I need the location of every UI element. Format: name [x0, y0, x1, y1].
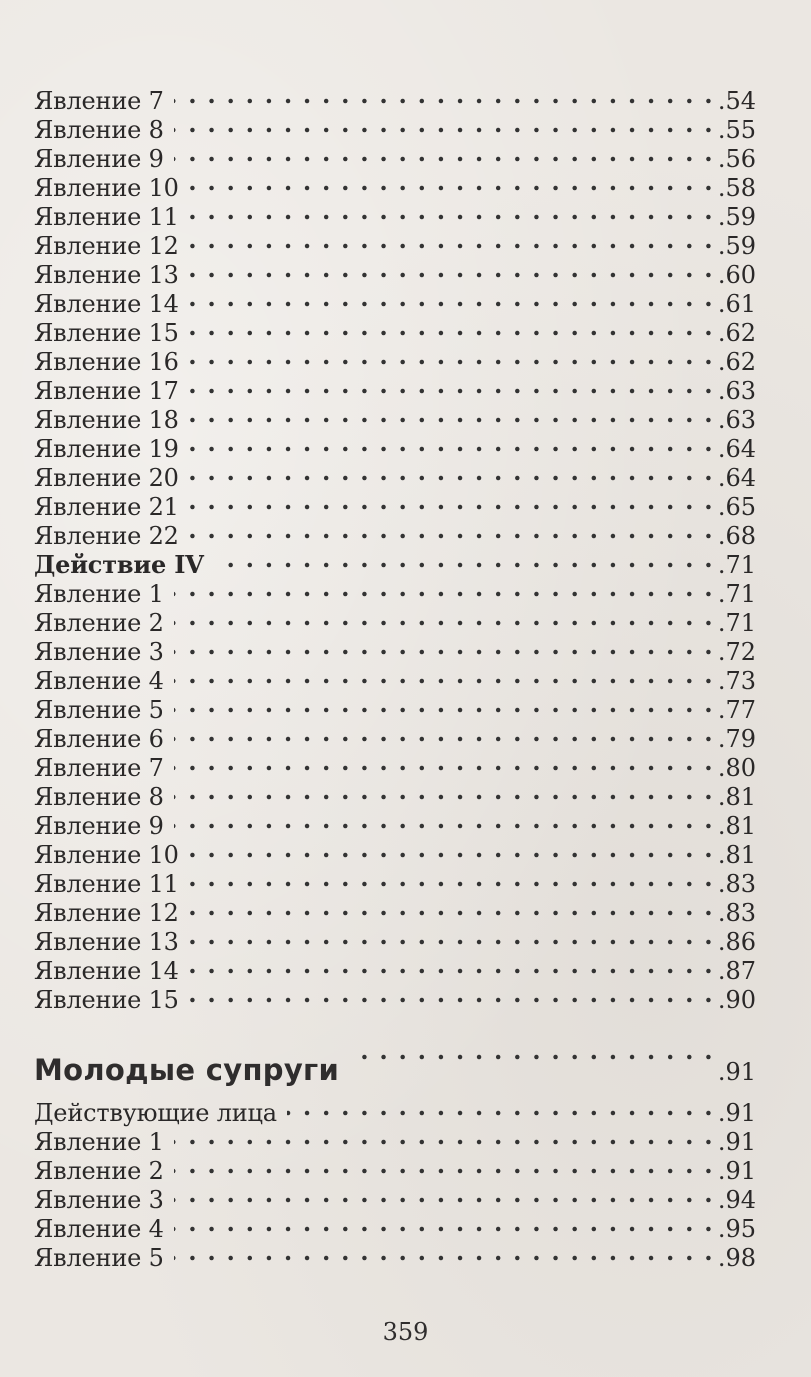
leader-dots [174, 1208, 714, 1237]
leader-dots [174, 1150, 714, 1179]
entry-page: .65 [717, 493, 756, 521]
leader-dots [189, 921, 714, 950]
entry-label: Явление 13 [34, 261, 179, 289]
leader-dots [189, 341, 714, 370]
entry-page: .80 [717, 754, 756, 782]
entry-page: .91 [717, 1058, 756, 1086]
leader-dots [174, 718, 714, 747]
leader-dots [189, 892, 714, 921]
entry-label: Явление 15 [34, 986, 179, 1014]
leader-dots [189, 225, 714, 254]
leader-dots [189, 834, 714, 863]
entry-page: .61 [717, 290, 756, 318]
entry-page: .71 [717, 580, 756, 608]
entry-page: .72 [717, 638, 756, 666]
entry-label: Явление 22 [34, 522, 179, 550]
entry-label: Действующие лица [34, 1099, 277, 1127]
entry-page: .63 [717, 377, 756, 405]
entry-label: Явление 21 [34, 493, 179, 521]
entry-page: .90 [717, 986, 756, 1014]
entry-label: Явление 15 [34, 319, 179, 347]
entry-page: .83 [717, 899, 756, 927]
leader-dots [214, 544, 714, 573]
toc-section-heading [34, 1022, 756, 1087]
entry-label: Явление 7 [34, 754, 164, 782]
entry-label: Явление 2 [34, 609, 164, 637]
leader-dots [189, 283, 714, 312]
entry-label: Явление 6 [34, 725, 164, 753]
entry-label: Явление 1 [34, 580, 164, 608]
entry-label: Явление 14 [34, 290, 179, 318]
leader-dots [189, 863, 714, 892]
leader-dots [189, 457, 714, 486]
leader-dots [174, 631, 714, 660]
entry-label: Явление 2 [34, 1157, 164, 1185]
entry-page: .83 [717, 870, 756, 898]
leader-dots [174, 80, 714, 109]
leader-dots [189, 196, 714, 225]
leader-dots [174, 1121, 714, 1150]
table-of-contents [34, 80, 756, 1272]
entry-page: .91 [717, 1128, 756, 1156]
entry-page: .54 [717, 87, 756, 115]
leader-dots [189, 979, 714, 1008]
leader-dots [189, 254, 714, 283]
entry-label: Явление 10 [34, 174, 179, 202]
entry-page: .77 [717, 696, 756, 724]
entry-label: Явление 9 [34, 145, 164, 173]
leader-dots [174, 689, 714, 718]
entry-page: .87 [717, 957, 756, 985]
entry-label: Явление 9 [34, 812, 164, 840]
entry-page: .62 [717, 319, 756, 347]
entry-label: Явление 7 [34, 87, 164, 115]
entry-page: .73 [717, 667, 756, 695]
leader-dots [174, 1179, 714, 1208]
entry-label: Явление 13 [34, 928, 179, 956]
leader-dots [189, 515, 714, 544]
leader-dots [189, 167, 714, 196]
entry-label: Явление 1 [34, 1128, 164, 1156]
entry-page: .59 [717, 203, 756, 231]
entry-page: .60 [717, 261, 756, 289]
entry-page: .91 [717, 1099, 756, 1127]
leader-dots [287, 1092, 714, 1121]
entry-label: Явление 20 [34, 464, 179, 492]
entry-page: .64 [717, 464, 756, 492]
leader-dots [174, 776, 714, 805]
entry-label: Явление 8 [34, 116, 164, 144]
entry-page: .79 [717, 725, 756, 753]
leader-dots [189, 312, 714, 341]
leader-dots [189, 950, 714, 979]
entry-page: .98 [717, 1244, 756, 1272]
entry-label: Явление 5 [34, 1244, 164, 1272]
entry-label: Явление 3 [34, 638, 164, 666]
entry-page: .68 [717, 522, 756, 550]
entry-page: .95 [717, 1215, 756, 1243]
leader-dots [189, 370, 714, 399]
page-number: 359 [382, 1318, 429, 1346]
leader-dots [174, 573, 714, 602]
entry-label: Явление 11 [34, 870, 179, 898]
entry-page: .81 [717, 812, 756, 840]
leader-dots [174, 602, 714, 631]
entry-label: Явление 4 [34, 1215, 164, 1243]
entry-page: .63 [717, 406, 756, 434]
leader-dots [189, 428, 714, 457]
entry-label: Явление 12 [34, 232, 179, 260]
entry-label: Явление 12 [34, 899, 179, 927]
entry-page: .81 [717, 841, 756, 869]
leader-dots [174, 747, 714, 776]
entry-label: Явление 3 [34, 1186, 164, 1214]
entry-page: .55 [717, 116, 756, 144]
entry-label: Явление 17 [34, 377, 179, 405]
entry-page: .62 [717, 348, 756, 376]
entry-label: Явление 8 [34, 783, 164, 811]
leader-dots [174, 109, 714, 138]
act-label: Действие IV [34, 550, 204, 579]
entry-label: Явление 4 [34, 667, 164, 695]
entry-page: .91 [717, 1157, 756, 1185]
entry-label: Явление 16 [34, 348, 179, 376]
leader-dots [174, 660, 714, 689]
entry-label: Явление 14 [34, 957, 179, 985]
entry-page: .81 [717, 783, 756, 811]
entry-page: .56 [717, 145, 756, 173]
entry-page: .71 [717, 609, 756, 637]
leader-dots [174, 805, 714, 834]
entry-page: .58 [717, 174, 756, 202]
entry-page: .64 [717, 435, 756, 463]
leader-dots [174, 1237, 714, 1266]
leader-dots [174, 138, 714, 167]
toc-entry [34, 80, 756, 115]
entry-page: .86 [717, 928, 756, 956]
entry-label: Явление 18 [34, 406, 179, 434]
entry-page: .59 [717, 232, 756, 260]
entry-page: .94 [717, 1186, 756, 1214]
entry-label: Явление 11 [34, 203, 179, 231]
entry-page: .71 [717, 551, 756, 579]
entry-label: Явление 5 [34, 696, 164, 724]
entry-label: Явление 10 [34, 841, 179, 869]
entry-label: Явление 19 [34, 435, 179, 463]
leader-dots [189, 399, 714, 428]
section-title: Молодые супруги [34, 1053, 340, 1087]
leader-dots [189, 486, 714, 515]
leader-dots [349, 1022, 714, 1080]
